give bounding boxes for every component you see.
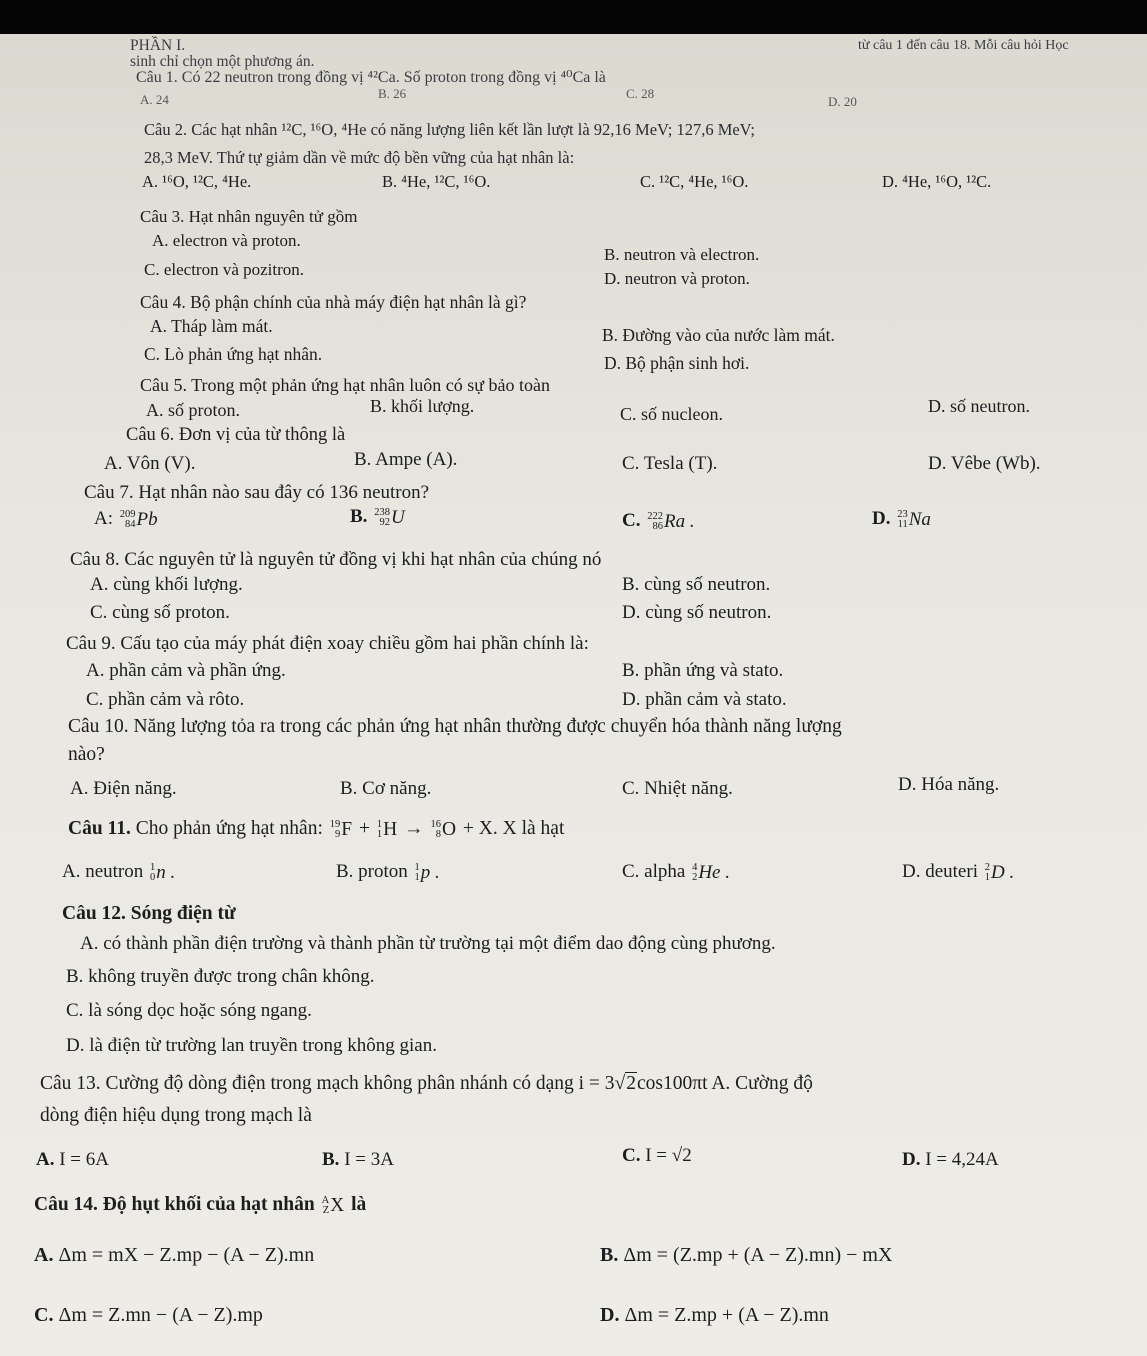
q6-option-c[interactable]: C. Tesla (T).: [622, 453, 718, 474]
section-header: PHẦN I.: [130, 37, 186, 54]
q9-option-b[interactable]: B. phần ứng và stato.: [622, 660, 784, 681]
q3-option-c[interactable]: C. electron và pozitron.: [144, 260, 305, 279]
q5-option-c[interactable]: C. số nucleon.: [620, 404, 723, 424]
q1-option-a[interactable]: A. 24: [140, 92, 169, 107]
question-4: Câu 4. Bộ phận chính của nhà máy điện hạt nhân là gì?: [140, 292, 527, 312]
q9-option-d[interactable]: D. phần cảm và stato.: [622, 689, 787, 710]
q7-option-a[interactable]: A: 209 84 Pb: [94, 508, 158, 530]
nuclide-x: A Z X: [321, 1194, 345, 1216]
question-7: Câu 7. Hạt nhân nào sau đây có 136 neutron?: [84, 482, 430, 503]
q8-option-d[interactable]: D. cùng số neutron.: [622, 602, 772, 623]
question-5: Câu 5. Trong một phản ứng hạt nhân luôn có sự bảo toàn: [140, 375, 550, 395]
question-12: Câu 12. Sóng điện từ: [62, 903, 236, 924]
q5-option-d[interactable]: D. số neutron.: [928, 396, 1030, 416]
question-6: Câu 6. Đơn vị của từ thông là: [126, 425, 346, 445]
question-13-line2: dòng điện hiệu dụng trong mạch là: [40, 1105, 312, 1126]
current-formula: i = 3√2: [578, 1073, 637, 1094]
q10-option-d[interactable]: D. Hóa năng.: [898, 774, 1000, 795]
q13-option-c[interactable]: C. I = √2: [622, 1145, 692, 1166]
q4-option-b[interactable]: B. Đường vào của nước làm mát.: [602, 325, 835, 345]
q11-option-c[interactable]: C. alpha 4 2 He .: [622, 861, 730, 883]
q12-option-b[interactable]: B. không truyền được trong chân không.: [66, 966, 375, 987]
q13-option-d[interactable]: D. I = 4,24A: [902, 1149, 999, 1170]
question-10: Câu 10. Năng lượng tỏa ra trong các phản ứng hạt nhân thường được chuyển hóa thành năng lượng: [68, 716, 842, 737]
q10-option-b[interactable]: B. Cơ năng.: [340, 778, 432, 799]
q3-option-b[interactable]: B. neutron và electron.: [604, 245, 760, 264]
q3-option-d[interactable]: D. neutron và proton.: [604, 269, 750, 288]
question-8: Câu 8. Các nguyên tử là nguyên tử đồng vị khi hạt nhân của chúng nó: [70, 549, 602, 570]
q7-option-c[interactable]: C. 222 86 Ra .: [622, 510, 695, 532]
section-instructions: từ câu 1 đến câu 18. Mỗi câu hỏi Học: [858, 38, 1069, 53]
q2-option-d[interactable]: D. ⁴He, ¹⁶O, ¹²C.: [882, 172, 992, 191]
question-13: Câu 13. Cường độ dòng điện trong mạch không phân nhánh có dạng i = 3√2cos100πt A. Cường độ: [40, 1073, 813, 1094]
question-2: Câu 2. Các hạt nhân ¹²C, ¹⁶O, ⁴He có năng lượng liên kết lần lượt là 92,16 MeV; 127,6 MeV;: [144, 120, 755, 139]
q7-option-b[interactable]: B. 238 92 U: [350, 506, 405, 528]
section-instructions-line2: sinh chỉ chọn một phương án.: [130, 53, 315, 70]
reaction-equation: 19 9 F + 1 1 H → 16 8 O + X.: [329, 818, 503, 840]
q12-option-a[interactable]: A. có thành phần điện trường và thành phần từ trường tại một điểm dao động cùng phương.: [80, 933, 776, 954]
question-11: Câu 11. Cho phản ứng hạt nhân: 19 9 F + 1 1 H → 16 8 O + X. X là hạt: [68, 818, 565, 840]
q14-option-b[interactable]: B. Δm = (Z.mp + (A − Z).mn) − mX: [600, 1244, 893, 1266]
q7-option-d[interactable]: D. 23 11 Na: [872, 508, 931, 530]
q14-option-a[interactable]: A. Δm = mX − Z.mp − (A − Z).mn: [34, 1244, 315, 1266]
q8-option-b[interactable]: B. cùng số neutron.: [622, 574, 771, 595]
q5-option-b[interactable]: B. khối lượng.: [370, 396, 475, 416]
q6-option-a[interactable]: A. Vôn (V).: [104, 453, 196, 474]
q3-option-a[interactable]: A. electron và proton.: [152, 231, 301, 250]
q14-option-d[interactable]: D. Δm = Z.mp + (A − Z).mn: [600, 1304, 829, 1326]
q1-option-d[interactable]: D. 20: [828, 94, 857, 109]
nuclide-na: 23 11 Na: [897, 508, 931, 530]
q13-option-b[interactable]: B. I = 3A: [322, 1149, 394, 1170]
q4-option-c[interactable]: C. Lò phản ứng hạt nhân.: [144, 344, 323, 364]
question-9: Câu 9. Cấu tạo của máy phát điện xoay chiều gồm hai phần chính là:: [66, 633, 589, 654]
question-1: Câu 1. Có 22 neutron trong đồng vị ⁴²Ca. Số proton trong đồng vị ⁴⁰Ca là: [136, 69, 606, 86]
q2-option-b[interactable]: B. ⁴He, ¹²C, ¹⁶O.: [382, 172, 491, 191]
q12-option-c[interactable]: C. là sóng dọc hoặc sóng ngang.: [66, 1000, 312, 1021]
q4-option-a[interactable]: A. Tháp làm mát.: [150, 316, 273, 336]
q9-option-a[interactable]: A. phần cảm và phần ứng.: [86, 660, 286, 681]
q2-option-c[interactable]: C. ¹²C, ⁴He, ¹⁶O.: [640, 172, 749, 191]
q14-option-c[interactable]: C. Δm = Z.mn − (A − Z).mp: [34, 1304, 263, 1326]
nuclide-u: 238 92 U: [374, 506, 405, 528]
question-14: Câu 14. Độ hụt khối của hạt nhân A Z X là: [34, 1194, 367, 1216]
q8-option-a[interactable]: A. cùng khối lượng.: [90, 574, 243, 595]
question-3: Câu 3. Hạt nhân nguyên tử gồm: [140, 207, 358, 226]
question-2-line2: 28,3 MeV. Thứ tự giảm dần về mức độ bền vững của hạt nhân là:: [144, 148, 575, 167]
q13-option-a[interactable]: A. I = 6A: [36, 1149, 109, 1170]
q6-option-d[interactable]: D. Vêbe (Wb).: [928, 453, 1041, 474]
q4-option-d[interactable]: D. Bộ phận sinh hơi.: [604, 353, 750, 373]
nuclide-pb: 209 84 Pb: [119, 508, 158, 530]
q12-option-d[interactable]: D. là điện từ trường lan truyền trong không gian.: [66, 1035, 437, 1056]
q9-option-c[interactable]: C. phần cảm và rôto.: [86, 689, 245, 710]
q10-option-c[interactable]: C. Nhiệt năng.: [622, 778, 733, 799]
top-dark-border: [0, 0, 1147, 34]
q11-option-d[interactable]: D. deuteri 2 1 D .: [902, 861, 1015, 883]
q11-option-b[interactable]: B. proton 1 1 p .: [336, 861, 440, 883]
nuclide-ra: 222 86 Ra .: [647, 510, 695, 532]
q10-option-a[interactable]: A. Điện năng.: [70, 778, 177, 799]
q8-option-c[interactable]: C. cùng số proton.: [90, 602, 230, 623]
q11-option-a[interactable]: A. neutron 1 0 n .: [62, 861, 176, 883]
q1-option-c[interactable]: C. 28: [626, 86, 655, 101]
q6-option-b[interactable]: B. Ampe (A).: [354, 449, 458, 470]
question-10-line2: nào?: [68, 744, 105, 765]
q2-option-a[interactable]: A. ¹⁶O, ¹²C, ⁴He.: [142, 172, 252, 191]
q1-option-b[interactable]: B. 26: [378, 86, 407, 101]
q5-option-a[interactable]: A. số proton.: [146, 400, 240, 420]
